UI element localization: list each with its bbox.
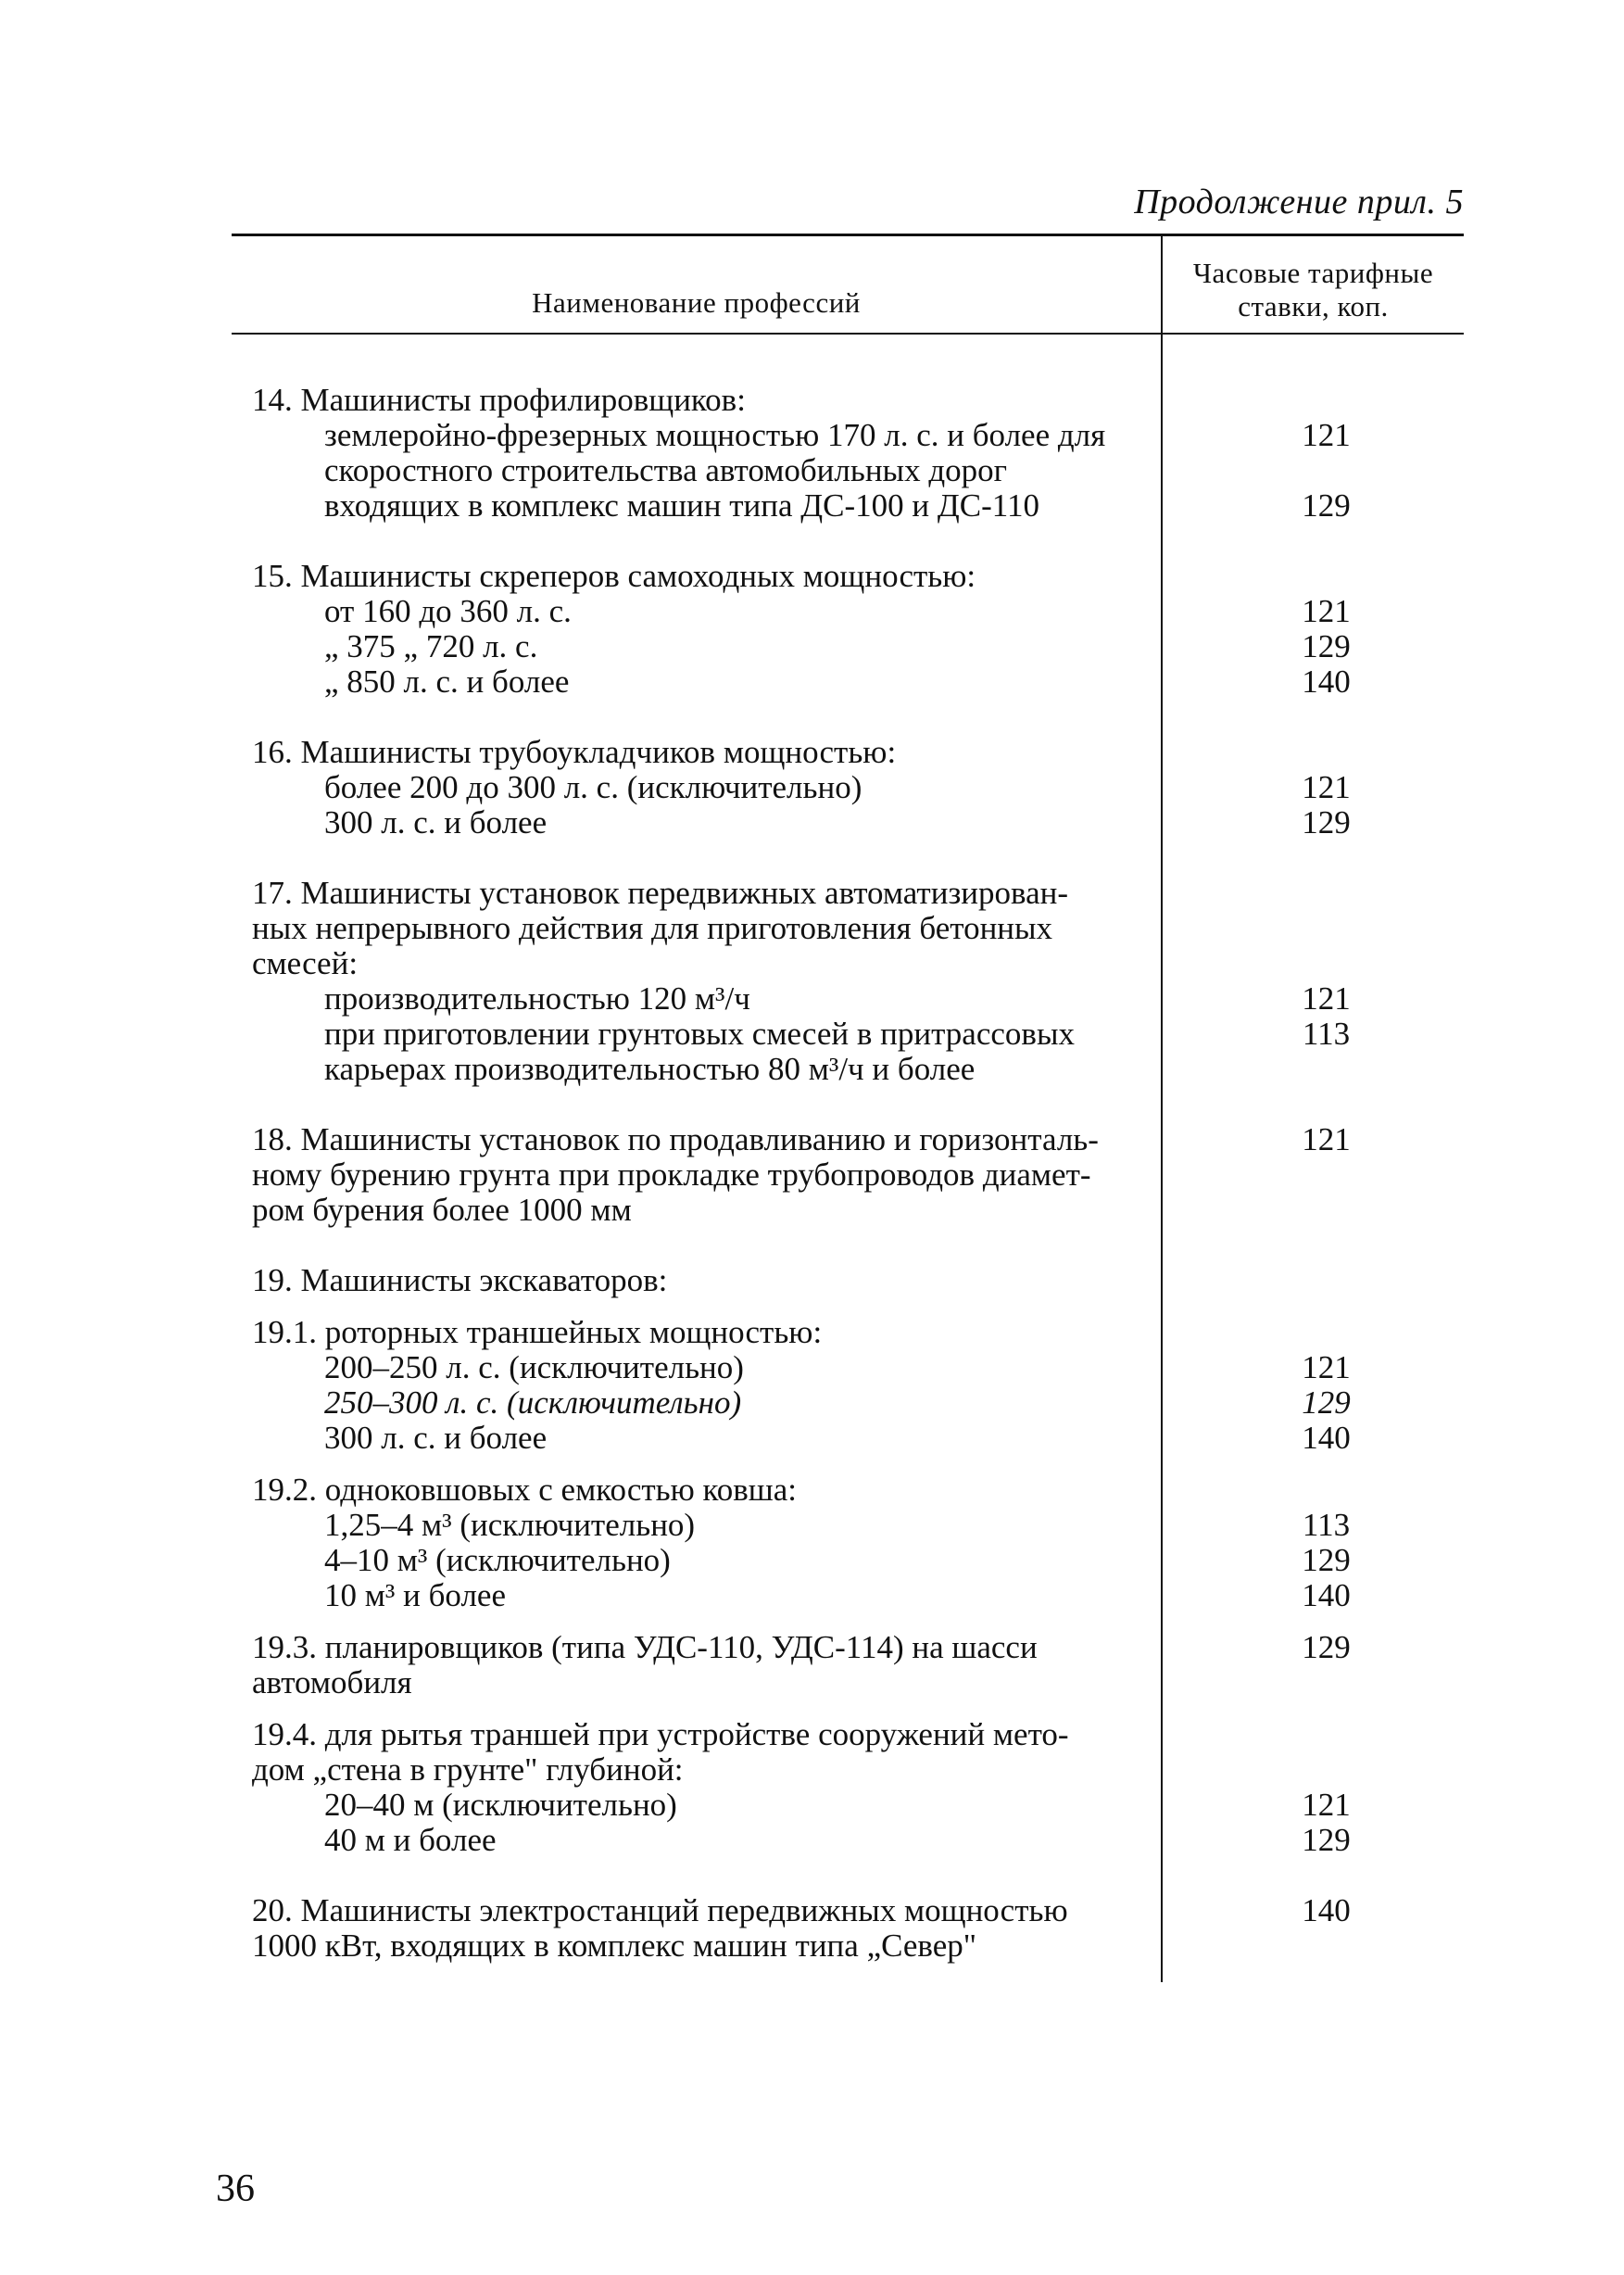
row-name: 20–40 м (исключительно) bbox=[324, 1787, 677, 1823]
row-rate: 121 bbox=[1302, 417, 1351, 453]
row-rate: 140 bbox=[1302, 1892, 1351, 1928]
row-rate: 121 bbox=[1302, 769, 1351, 805]
table-row bbox=[232, 1630, 1464, 1665]
row-name: 10 м³ и более bbox=[324, 1577, 507, 1613]
row-name: 20. Машинисты электростанций передвижных мощностью bbox=[252, 1892, 1068, 1928]
table-row bbox=[232, 1052, 1464, 1087]
row-name: 16. Машинисты трубоукладчиков мощностью: bbox=[252, 734, 897, 770]
row-name: карьерах производительностью 80 м³/ч и более bbox=[324, 1051, 976, 1087]
column-divider bbox=[1161, 335, 1163, 1982]
table-row bbox=[232, 1788, 1464, 1823]
row-rate bbox=[1161, 453, 1464, 488]
row-rate bbox=[1161, 911, 1464, 946]
table-header bbox=[232, 236, 1464, 333]
table-row bbox=[232, 594, 1464, 629]
row-name: ному бурению грунта при прокладке трубопроводов диамет- bbox=[252, 1156, 1091, 1193]
row-rate bbox=[1161, 383, 1464, 418]
row-name: дом „стена в грунте" глубиной: bbox=[252, 1751, 684, 1788]
row-name: 300 л. с. и более bbox=[324, 804, 548, 840]
row-name: 19. Машинисты экскаваторов: bbox=[252, 1262, 668, 1298]
row-name: 14. Машинисты профилировщиков: bbox=[252, 382, 746, 418]
row-rate bbox=[1161, 1665, 1464, 1700]
table-row bbox=[232, 1665, 1464, 1700]
table-row bbox=[232, 805, 1464, 840]
group-19-3 bbox=[232, 1630, 1464, 1700]
row-name: 250–300 л. с. (исключительно) bbox=[324, 1384, 742, 1421]
table-row bbox=[232, 1193, 1464, 1228]
table-row bbox=[232, 1315, 1464, 1350]
table-row bbox=[232, 770, 1464, 805]
row-rate: 140 bbox=[1302, 1577, 1351, 1613]
row-name: более 200 до 300 л. с. (исключительно) bbox=[324, 769, 862, 805]
row-rate bbox=[1161, 735, 1464, 770]
row-rate bbox=[1161, 1193, 1464, 1228]
row-name: скоростного строительства автомобильных дорог bbox=[324, 452, 1007, 488]
table-row bbox=[232, 1472, 1464, 1508]
group-19-4 bbox=[232, 1717, 1464, 1858]
row-rate bbox=[1161, 1928, 1464, 1964]
group-19-1 bbox=[232, 1315, 1464, 1456]
row-name: „ 375 „ 720 л. с. bbox=[324, 628, 538, 664]
row-rate bbox=[1161, 1315, 1464, 1350]
header-name-column: Наименование профессий bbox=[532, 286, 861, 319]
table-row bbox=[232, 876, 1464, 911]
table-row bbox=[232, 981, 1464, 1017]
row-name: „ 850 л. с. и более bbox=[324, 664, 570, 700]
rates-table bbox=[232, 234, 1464, 1973]
row-name: 19.4. для рытья траншей при устройстве сооружений мето- bbox=[252, 1716, 1069, 1752]
row-name: 17. Машинисты установок передвижных автоматизирован- bbox=[252, 875, 1068, 911]
row-rate: 140 bbox=[1302, 1420, 1351, 1456]
row-rate bbox=[1161, 1263, 1464, 1298]
group-20 bbox=[232, 1893, 1464, 1964]
table-row bbox=[232, 629, 1464, 664]
row-rate: 113 bbox=[1302, 1016, 1351, 1052]
row-name: от 160 до 360 л. с. bbox=[324, 593, 572, 629]
row-name: 200–250 л. с. (исключительно) bbox=[324, 1349, 744, 1385]
continuation-label: Продолжение прил. 5 bbox=[1134, 183, 1464, 221]
row-rate: 129 bbox=[1302, 487, 1351, 524]
table-row bbox=[232, 453, 1464, 488]
table-row bbox=[232, 1893, 1464, 1928]
group-19 bbox=[232, 1263, 1464, 1298]
table-row bbox=[232, 1928, 1464, 1964]
table-row bbox=[232, 1752, 1464, 1788]
row-rate: 121 bbox=[1302, 980, 1351, 1017]
table-row bbox=[232, 1717, 1464, 1752]
row-name: смесей: bbox=[252, 945, 359, 981]
row-name: землеройно-фрезерных мощностью 170 л. с. и более для bbox=[324, 417, 1106, 453]
row-name: ных непрерывного действия для приготовления бетонных bbox=[252, 910, 1053, 946]
row-name: 19.1. роторных траншейных мощностью: bbox=[252, 1314, 823, 1350]
row-name: автомобиля bbox=[252, 1664, 412, 1700]
group-19-2 bbox=[232, 1472, 1464, 1613]
row-name: 18. Машинисты установок по продавливанию и горизонталь- bbox=[252, 1121, 1099, 1157]
table-row bbox=[232, 664, 1464, 700]
table-row bbox=[232, 1543, 1464, 1578]
row-name: производительностью 120 м³/ч bbox=[324, 980, 750, 1017]
table-row bbox=[232, 735, 1464, 770]
row-rate bbox=[1161, 946, 1464, 981]
table-row bbox=[232, 1578, 1464, 1613]
group-17 bbox=[232, 876, 1464, 1087]
table-row bbox=[232, 911, 1464, 946]
row-rate: 121 bbox=[1302, 1121, 1351, 1157]
table-row bbox=[232, 1823, 1464, 1858]
table-row bbox=[232, 383, 1464, 418]
row-rate: 121 bbox=[1302, 593, 1351, 629]
table-row bbox=[232, 1350, 1464, 1385]
row-rate: 129 bbox=[1302, 1384, 1351, 1421]
table-row bbox=[232, 488, 1464, 524]
row-name: входящих в комплекс машин типа ДС-100 и ДС-110 bbox=[324, 487, 1039, 524]
row-name: ром бурения более 1000 мм bbox=[252, 1192, 632, 1228]
table-row bbox=[232, 1017, 1464, 1052]
row-name: 300 л. с. и более bbox=[324, 1420, 548, 1456]
group-14 bbox=[232, 383, 1464, 524]
table-row bbox=[232, 1122, 1464, 1157]
row-rate: 121 bbox=[1302, 1787, 1351, 1823]
row-rate: 129 bbox=[1302, 1542, 1351, 1578]
row-rate bbox=[1161, 559, 1464, 594]
row-name: 19.2. одноковшовых с емкостью ковша: bbox=[252, 1472, 797, 1508]
row-rate: 129 bbox=[1302, 804, 1351, 840]
row-name: 4–10 м³ (исключительно) bbox=[324, 1542, 671, 1578]
row-rate bbox=[1161, 1472, 1464, 1508]
header-rate-column bbox=[1161, 236, 1464, 333]
table-body bbox=[232, 335, 1464, 1973]
group-18 bbox=[232, 1122, 1464, 1228]
row-rate bbox=[1161, 876, 1464, 911]
table-row bbox=[232, 1508, 1464, 1543]
page-number: 36 bbox=[216, 2168, 255, 2210]
table-row bbox=[232, 1421, 1464, 1456]
table-row bbox=[232, 1385, 1464, 1421]
table-row bbox=[232, 1263, 1464, 1298]
row-name: при приготовлении грунтовых смесей в притрассовых bbox=[324, 1016, 1075, 1052]
row-rate: 121 bbox=[1302, 1349, 1351, 1385]
row-rate: 129 bbox=[1302, 628, 1351, 664]
table-row bbox=[232, 418, 1464, 453]
header-rate-line2: ставки, коп. bbox=[1238, 290, 1389, 322]
row-rate: 129 bbox=[1302, 1629, 1351, 1665]
row-rate: 129 bbox=[1302, 1822, 1351, 1858]
row-rate bbox=[1161, 1752, 1464, 1788]
header-rate-line1: Часовые тарифные bbox=[1192, 257, 1434, 289]
row-rate bbox=[1161, 1157, 1464, 1193]
row-name: 15. Машинисты скреперов самоходных мощностью: bbox=[252, 558, 976, 594]
row-name: 19.3. планировщиков (типа УДС-110, УДС-114) на шасси bbox=[252, 1629, 1038, 1665]
group-16 bbox=[232, 735, 1464, 840]
row-name: 1,25–4 м³ (исключительно) bbox=[324, 1507, 696, 1543]
table-row bbox=[232, 1157, 1464, 1193]
group-15 bbox=[232, 559, 1464, 700]
row-rate bbox=[1161, 1717, 1464, 1752]
row-rate: 140 bbox=[1302, 664, 1351, 700]
table-row bbox=[232, 946, 1464, 981]
row-rate bbox=[1161, 1052, 1464, 1087]
row-name: 40 м и более bbox=[324, 1822, 497, 1858]
table-row bbox=[232, 559, 1464, 594]
row-name: 1000 кВт, входящих в комплекс машин типа „Север" bbox=[252, 1927, 977, 1964]
row-rate: 113 bbox=[1302, 1507, 1351, 1543]
